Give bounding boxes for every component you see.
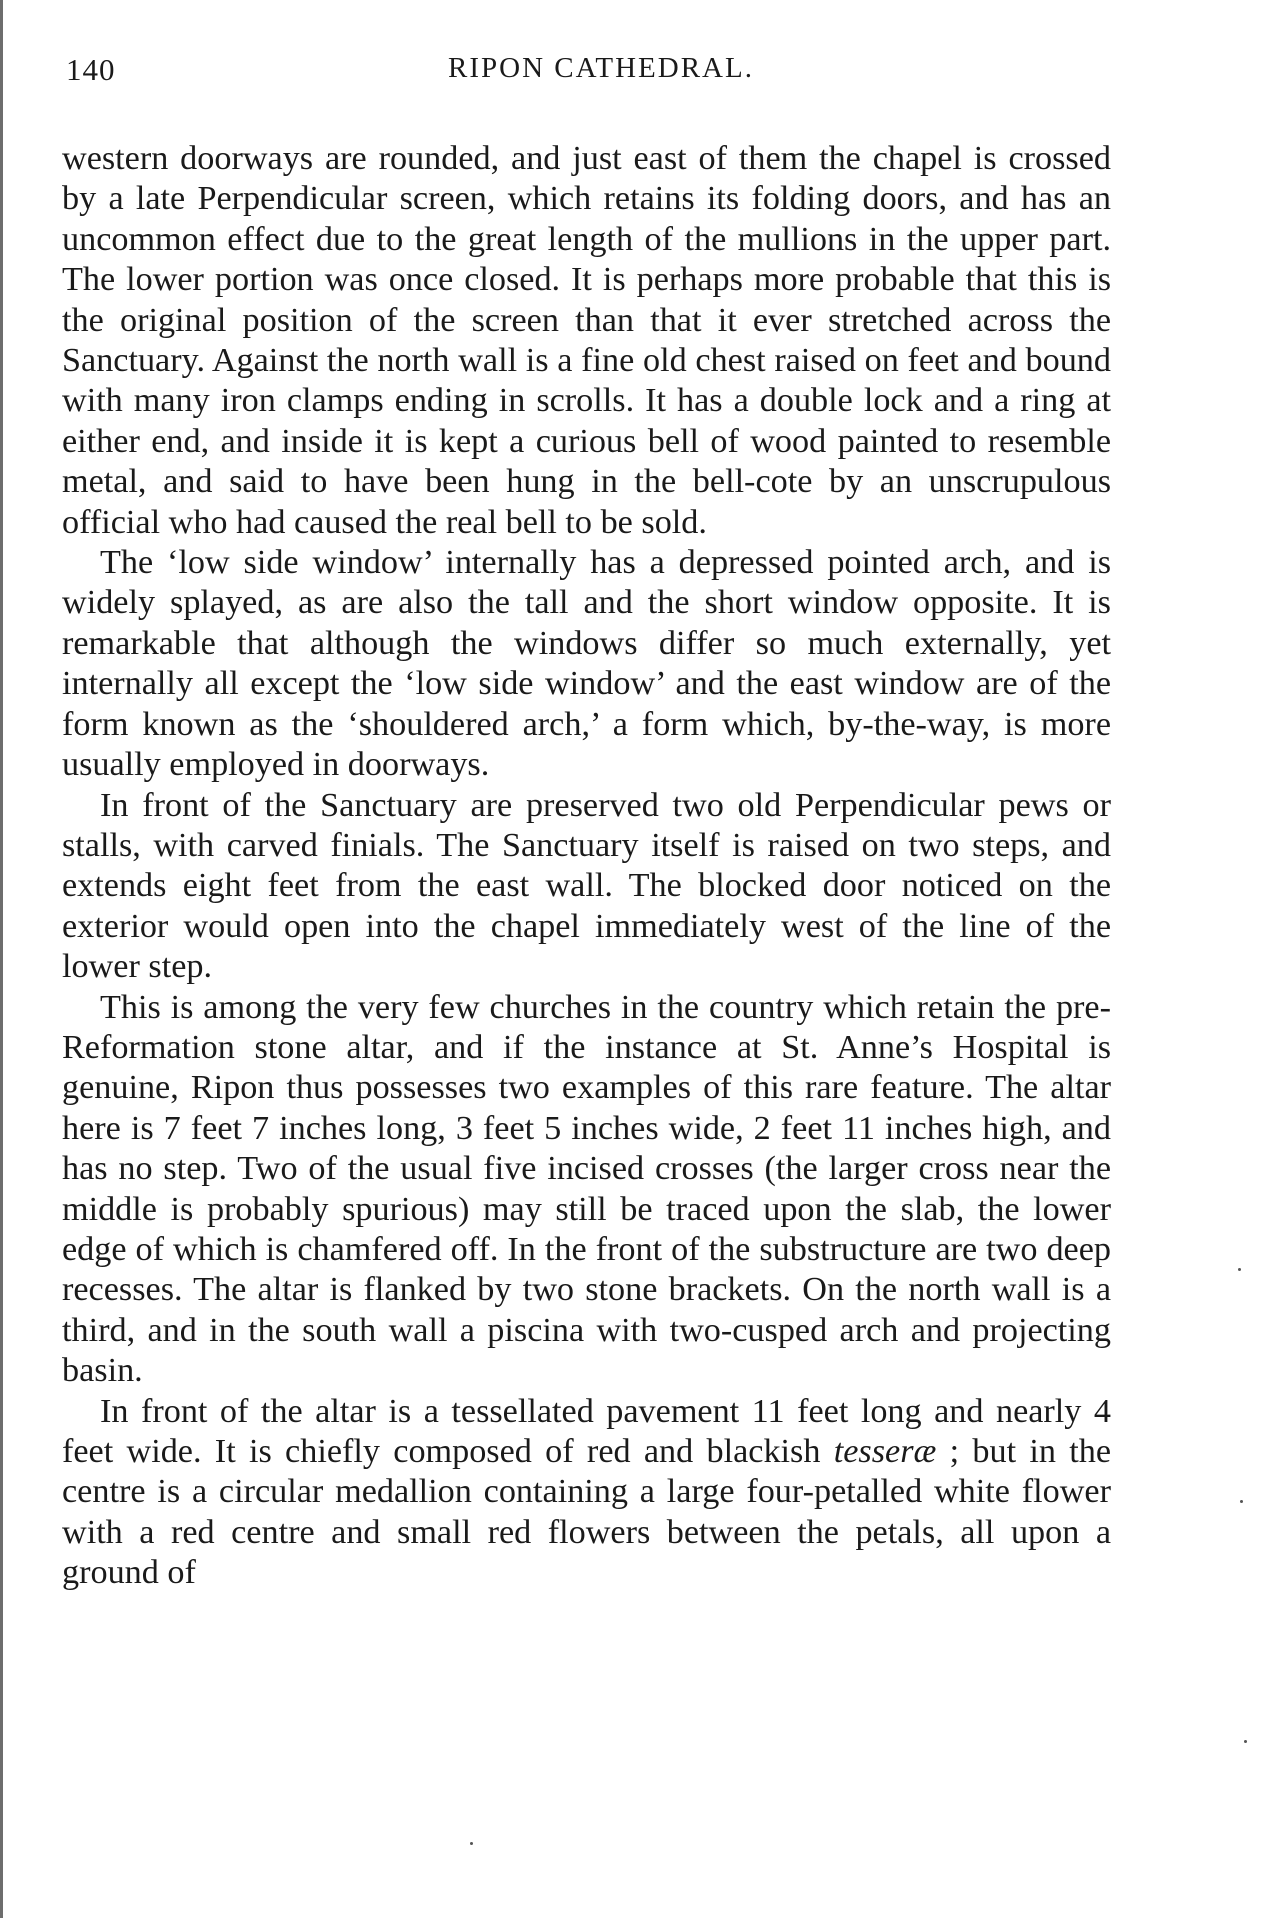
page-edge-rule xyxy=(0,0,3,1918)
pavement-text-start: In front of the altar is a tessellated pavement 11 feet long and nearly 4 feet wide. It is chiefly composed of red and blackish xyxy=(62,1392,1111,1470)
paragraph-continued: western doorways are rounded, and just east of them the chapel is crossed by a late Perpendicular screen, which retains its folding doors, and has an uncommon effect due to the great length of the mullions in the upper part. The lower portion was once closed. It is perhaps more probable that this is the original position of the screen than that it ever stretched across the Sanctuary. Against the north wall is a fine old chest raised on feet and bound with many iron clamps ending in scrolls. It has a double lock and a ring at either end, and inside it is kept a curious bell of wood painted to resemble metal, and said to have been hung in the bell-cote by an unscrupulous official who had caused the real bell to be sold. xyxy=(62,140,1111,541)
paper-speck xyxy=(1244,1740,1247,1743)
paper-speck xyxy=(470,1842,473,1845)
italic-term: tesseræ xyxy=(833,1433,937,1470)
paragraph-low-side-window: The ‘low side window’ internally has a depressed pointed arch, and is widely splayed, as are also the tall and the short window opposite. It is remarkable that although the windows differ so much externally, yet internally all except the ‘low side window’ and the east window are of the form known as the ‘shouldered arch,’ a form which, by-the-way, is more usually employed in doorways. xyxy=(62,544,1111,784)
paragraph-pavement xyxy=(62,1392,1111,1594)
paragraph-stone-altar: This is among the very few churches in the country which retain the pre-Reformation stone altar, and if the instance at St. Anne’s Hospital is genuine, Ripon thus possesses two examples of this rare feature. The altar here is 7 feet 7 inches long, 3 feet 5 inches wide, 2 feet 11 inches high, and has no step. Two of the usual five incised crosses (the larger cross near the middle is probably spurious) may still be traced upon the slab, the lower edge of which is chamfered off. In the front of the substructure are two deep recesses. The altar is flanked by two stone brackets. On the north wall is a third, and in the south wall a piscina with two-cusped arch and projecting basin. xyxy=(62,988,1111,1390)
body-text xyxy=(62,139,1111,1594)
paragraph-sanctuary: In front of the Sanctuary are preserved two old Perpendicular pews or stalls, with carved finials. The Sanctuary itself is raised on two steps, and extends eight feet from the east wall. The blocked door noticed on the exterior would open into the chapel immediately west of the line of the lower step. xyxy=(62,786,1111,986)
running-title: RIPON CATHEDRAL. xyxy=(448,52,754,84)
pavement-text-end: ; but in the centre is a circular medallion containing a large four-petalled white flower with a red centre and small red flowers between the petals, all upon a ground of xyxy=(62,1433,1111,1592)
running-head xyxy=(66,52,1096,102)
page-number: 140 xyxy=(66,52,116,87)
paper-speck xyxy=(1238,1268,1241,1271)
paper-speck xyxy=(1240,1500,1243,1503)
